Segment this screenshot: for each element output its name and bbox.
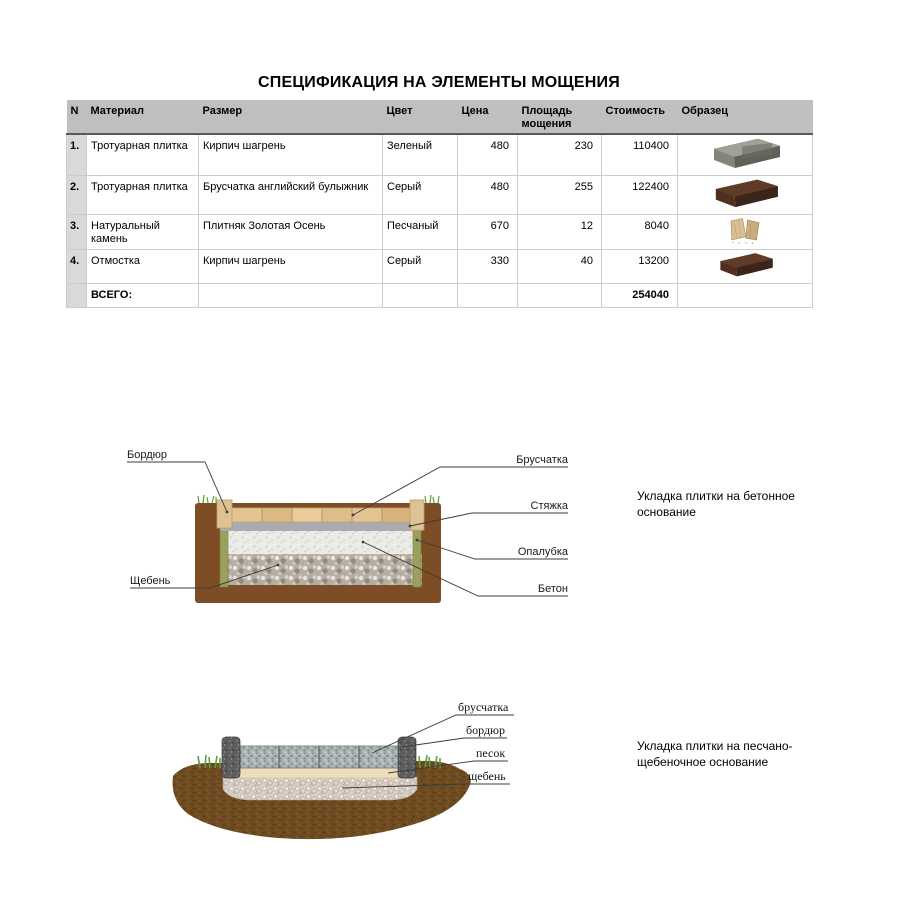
cell-sample — [678, 215, 813, 250]
concrete-label: Бетон — [537, 583, 568, 595]
row-number — [67, 284, 87, 308]
row-number: 2. — [67, 176, 87, 215]
cell-area — [518, 284, 602, 308]
table-row — [67, 250, 813, 284]
screed-layer — [220, 521, 423, 531]
grass-right — [425, 495, 439, 503]
col-header-n: N — [67, 100, 87, 134]
specification-table — [66, 100, 813, 308]
cell-price: 330 — [458, 250, 518, 284]
cell-size: Кирпич шагрень — [199, 134, 383, 176]
cell-color: Зеленый — [383, 134, 458, 176]
curb-label: бордюр — [466, 723, 506, 737]
cell-size — [199, 284, 383, 308]
cell-area: 255 — [518, 176, 602, 215]
curb-left — [217, 500, 232, 528]
gravel-label: Щебень — [130, 575, 171, 587]
gray-green-brick-icon — [706, 136, 784, 170]
sand-base-caption: Укладка плитки на песчано-щебеночное основание — [637, 739, 793, 769]
gravel-label: щебень — [468, 769, 506, 783]
cell-color: Серый — [383, 176, 458, 215]
paver-row — [232, 508, 411, 522]
cell-area: 40 — [518, 250, 602, 284]
cell-material: Отмостка — [87, 250, 199, 284]
gravel-layer — [223, 777, 417, 800]
col-header-sample: Образец — [678, 100, 813, 134]
cell-cost: 8040 — [602, 215, 678, 250]
curb-left — [222, 737, 240, 778]
pavers-label: брусчатка — [458, 700, 509, 714]
callout-curb — [402, 723, 507, 747]
cell-color — [383, 284, 458, 308]
sand-layer — [240, 768, 398, 778]
row-number: 4. — [67, 250, 87, 284]
row-number: 1. — [67, 134, 87, 176]
cell-size: Плитняк Золотая Осень — [199, 215, 383, 250]
gravel-layer — [220, 554, 422, 585]
col-header-cost: Стоимость — [602, 100, 678, 134]
brown-brick-icon — [706, 177, 784, 209]
cell-cost: 122400 — [602, 176, 678, 215]
cell-material: Натуральный камень — [87, 215, 199, 250]
cell-sample — [678, 250, 813, 284]
table-row — [67, 176, 813, 215]
cell-price: 480 — [458, 134, 518, 176]
cell-price — [458, 284, 518, 308]
table-row — [67, 134, 813, 176]
cell-color: Песчаный — [383, 215, 458, 250]
cell-color: Серый — [383, 250, 458, 284]
grass-left — [198, 495, 216, 503]
cell-sample — [678, 134, 813, 176]
cell-price: 480 — [458, 176, 518, 215]
formwork-left — [220, 531, 228, 587]
sand-base-diagram — [130, 690, 550, 870]
concrete-base-diagram — [120, 445, 570, 620]
cell-area: 230 — [518, 134, 602, 176]
brown-brick-icon — [706, 251, 784, 278]
cell-cost: 110400 — [602, 134, 678, 176]
col-header-price: Цена — [458, 100, 518, 134]
curb-right — [398, 737, 416, 778]
col-header-size: Размер — [199, 100, 383, 134]
pavers-label: Брусчатка — [516, 454, 568, 466]
table-header-row — [67, 100, 813, 134]
paver-row — [240, 746, 398, 768]
total-cost: 254040 — [602, 284, 678, 308]
row-number: 3. — [67, 215, 87, 250]
curb-label: Бордюр — [127, 449, 167, 461]
concrete-base-caption: Укладка плитки на бетонное основание — [637, 489, 795, 519]
screed-label: Стяжка — [530, 500, 568, 512]
formwork-label: Опалубка — [517, 546, 568, 558]
page-title: СПЕЦИФИКАЦИЯ НА ЭЛЕМЕНТЫ МОЩЕНИЯ — [258, 74, 620, 91]
sand-label: песок — [476, 746, 506, 760]
cell-price: 670 — [458, 215, 518, 250]
cell-sample — [678, 176, 813, 215]
cell-cost: 13200 — [602, 250, 678, 284]
cell-size: Кирпич шагрень — [199, 250, 383, 284]
cell-material: Тротуарная плитка — [87, 134, 199, 176]
col-header-color: Цвет — [383, 100, 458, 134]
col-header-material: Материал — [87, 100, 199, 134]
flagstone-icon — [716, 216, 774, 244]
concrete-layer — [228, 531, 413, 554]
col-header-area: Площадь мощения — [518, 100, 602, 134]
cell-area: 12 — [518, 215, 602, 250]
cell-size: Брусчатка английский булыжник — [199, 176, 383, 215]
total-label: ВСЕГО: — [87, 284, 199, 308]
cell-sample — [678, 284, 813, 308]
cell-material: Тротуарная плитка — [87, 176, 199, 215]
total-row — [67, 284, 813, 308]
table-row — [67, 215, 813, 250]
